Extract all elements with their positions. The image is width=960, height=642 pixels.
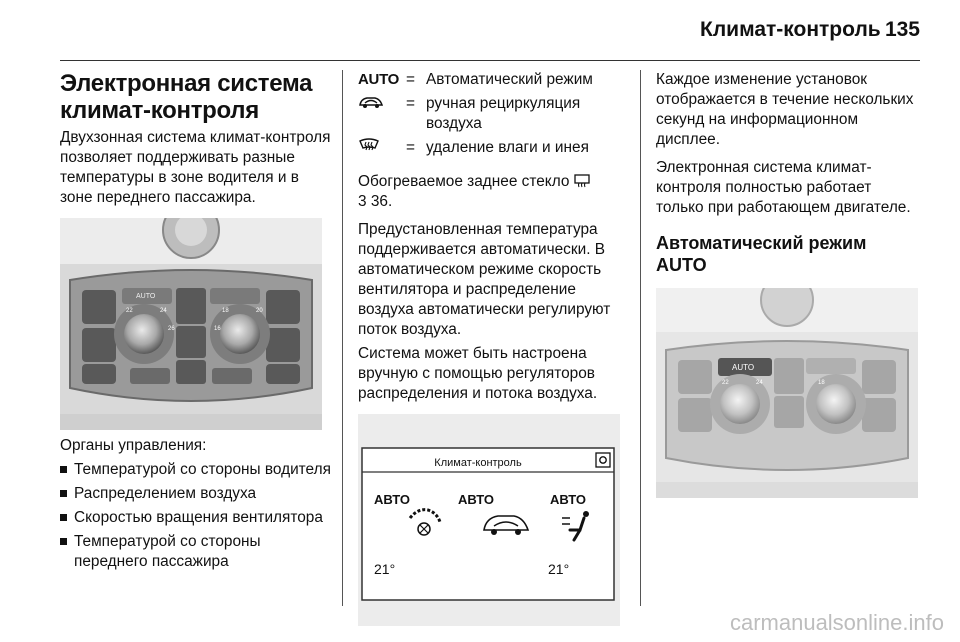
- equals-sign: =: [406, 95, 415, 112]
- controls-list: [60, 460, 334, 572]
- display-auto-label: АВТО: [458, 492, 495, 507]
- panel-auto-label: AUTO: [136, 293, 156, 300]
- info-display: [358, 414, 620, 626]
- paragraph: Электронная система климат-контроля полностью работает только при работающем двигателе.: [656, 159, 911, 216]
- panel-auto-label: AUTO: [732, 363, 755, 372]
- page-number: 135: [884, 18, 920, 41]
- column-3: [656, 70, 922, 498]
- legend-desc: Автоматический режим: [426, 71, 593, 88]
- symbol-legend: [358, 70, 630, 164]
- heated-rear-text: Обогреваемое заднее стекло: [358, 173, 570, 190]
- page-header-title: Климат-контроль: [700, 18, 881, 41]
- info-display-figure: [358, 414, 620, 626]
- list-item: Распределением воздуха: [60, 484, 334, 504]
- paragraph-line: В автоматическом режиме скорость вентилятора и распределение воздуха автоматически регулируют поток воздуха.: [358, 241, 611, 338]
- column-2: [358, 70, 630, 626]
- intro-paragraph: Двухзонная система климат-контроля позволяет поддерживать разные температуры в зоне водителя и в зоне переднего пассажира.: [60, 129, 331, 206]
- list-item: Скоростью вращения вентилятора: [60, 508, 334, 528]
- legend-desc: ручная рециркуляция воздуха: [426, 95, 581, 132]
- legend-row: [358, 138, 630, 164]
- auto-symbol: AUTO: [358, 71, 400, 88]
- column-divider: [342, 70, 343, 606]
- list-item: Температурой со стороны водителя: [60, 460, 334, 480]
- equals-sign: =: [406, 139, 415, 156]
- display-auto-label: АВТО: [550, 492, 587, 507]
- footer-watermark: carmanualsonline.info: [729, 610, 944, 635]
- panel-temp-mark: 20: [256, 308, 263, 314]
- climate-panel-photo: [60, 218, 322, 430]
- display-title: Климат-контроль: [434, 457, 522, 469]
- legend-row: [358, 70, 630, 94]
- section-heading: Электронная система климат-контроля: [60, 70, 313, 124]
- panel-temp-mark: 18: [818, 380, 825, 386]
- header-rule: [60, 60, 920, 61]
- page-reference: 3 36.: [358, 193, 393, 210]
- legend-desc: удаление влаги и инея: [426, 139, 589, 156]
- temp-right: 21°: [548, 561, 570, 577]
- section-heading-auto: Автоматический режим AUTO: [656, 233, 867, 275]
- panel-temp-mark: 24: [756, 380, 763, 386]
- column-divider: [640, 70, 641, 606]
- paragraph: Каждое изменение установок отображается в течение нескольких секунд на информационном дисплее.: [656, 71, 914, 148]
- temp-left: 21°: [374, 561, 396, 577]
- heated-rear-window-icon: [574, 174, 590, 188]
- panel-temp-mark: 16: [214, 326, 221, 332]
- panel-temp-mark: 22: [722, 380, 729, 386]
- display-auto-label: АВТО: [374, 492, 411, 507]
- panel-temp-mark: 22: [126, 308, 133, 314]
- controls-title: Органы управления:: [60, 437, 207, 454]
- panel-temp-mark: 24: [160, 308, 167, 314]
- defrost-icon: [358, 138, 380, 154]
- equals-sign: =: [406, 71, 415, 88]
- climate-panel-auto-photo: [656, 288, 918, 498]
- list-item: Температурой со стороны переднего пассажира: [60, 532, 334, 572]
- legend-row: [358, 94, 630, 138]
- panel-temp-mark: 18: [222, 308, 229, 314]
- panel-temp-mark: 26: [168, 326, 175, 332]
- settings-icon: [596, 453, 610, 467]
- paragraph: Система может быть настроена вручную с помощью регуляторов распределения и потока воздуха.: [358, 345, 598, 402]
- paragraph-line: Предустановленная температура поддерживается автоматически.: [358, 221, 598, 258]
- heated-rear-paragraph: [358, 172, 630, 212]
- column-1: [60, 70, 334, 572]
- recirculation-icon: [358, 94, 384, 110]
- paragraph: [358, 220, 630, 340]
